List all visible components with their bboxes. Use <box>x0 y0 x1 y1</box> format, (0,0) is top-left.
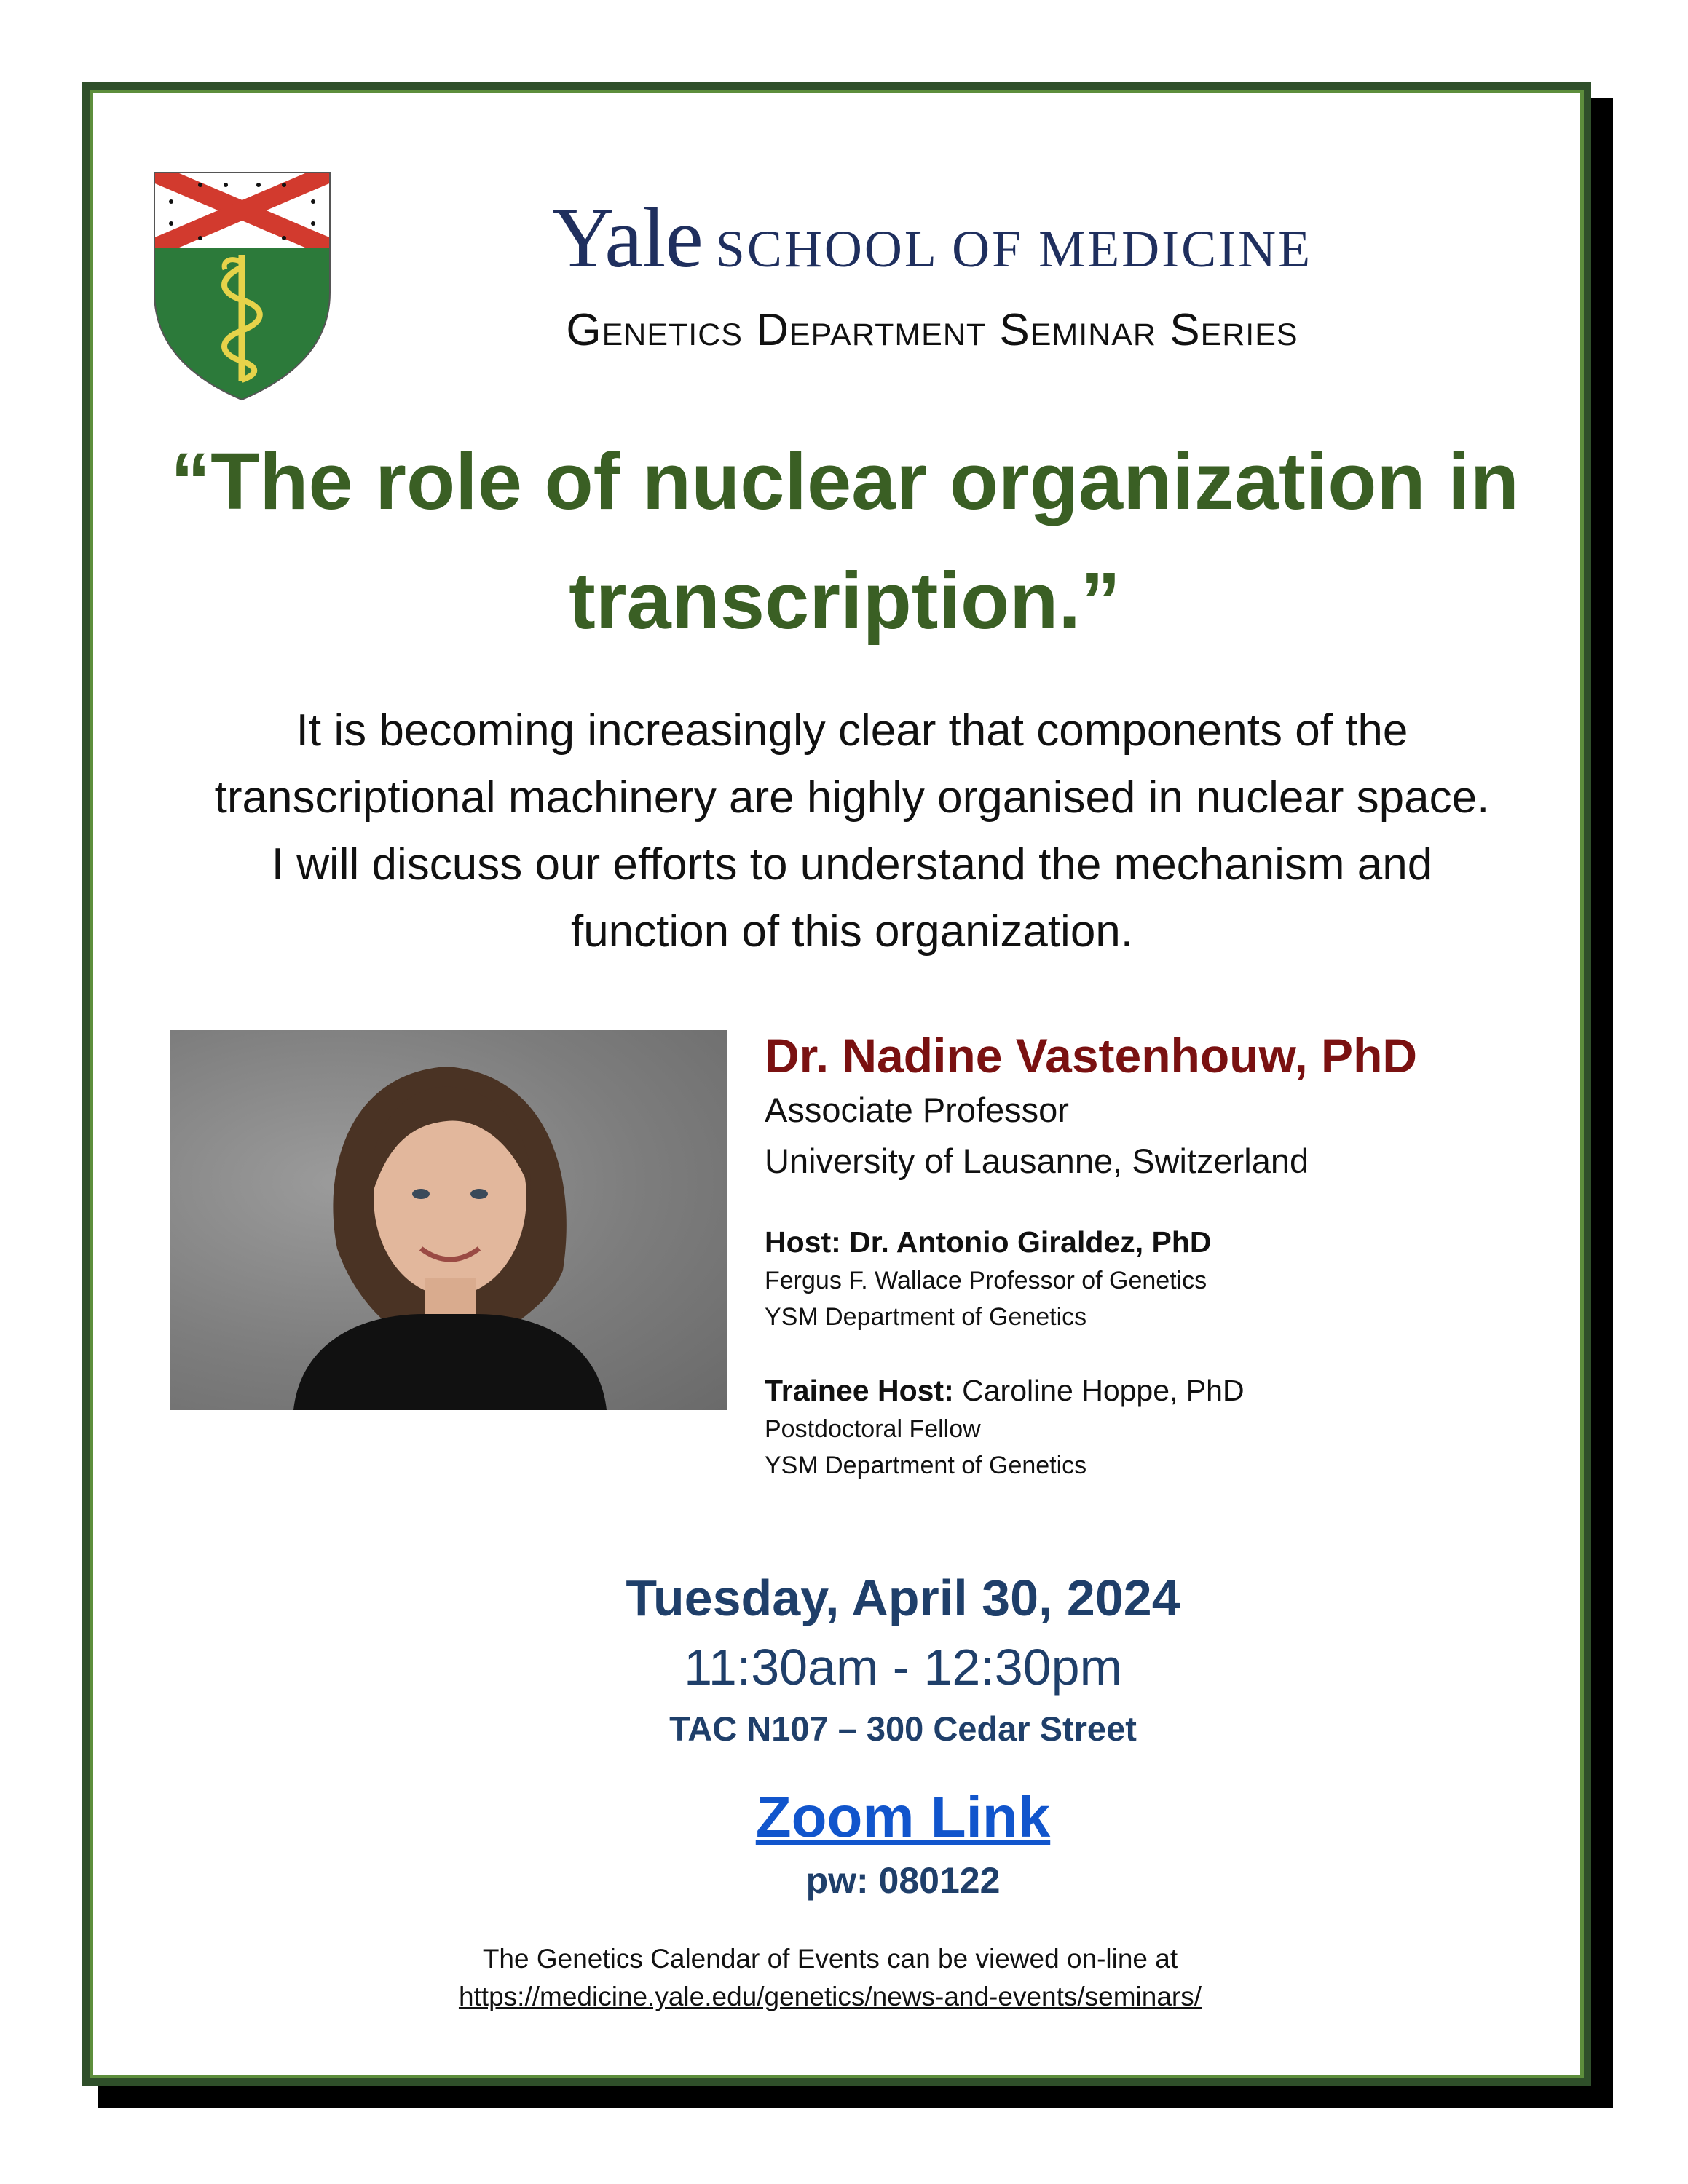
trainee-host-department: YSM Department of Genetics <box>765 1452 1087 1479</box>
event-time: 11:30am - 12:30pm <box>684 1639 1122 1696</box>
event-details <box>437 1565 1369 1907</box>
host-heading <box>765 1222 1551 1262</box>
brand-school: SCHOOL OF MEDICINE <box>715 220 1313 278</box>
yale-medicine-logo <box>437 190 1427 285</box>
seminar-abstract: It is becoming increasingly clear that components of the transcriptional machinery are highly organised in nuclear space. I will discuss our efforts to understand the mechanism and function of this organization. <box>214 705 1490 957</box>
event-date: Tuesday, April 30, 2024 <box>626 1570 1180 1626</box>
yale-crest-icon <box>149 169 335 402</box>
seminar-series-title: Genetics Department Seminar Series <box>566 305 1298 355</box>
calendar-text: The Genetics Calendar of Events can be viewed on-line at <box>482 1944 1178 1974</box>
speaker-portrait-icon <box>170 1030 727 1410</box>
brand-yale: Yale <box>551 190 703 285</box>
zoom-password: pw: 080122 <box>805 1860 1001 1901</box>
calendar-url-link[interactable]: https://medicine.yale.edu/genetics/news-and-events/seminars/ <box>458 1982 1202 2011</box>
speaker-institution: University of Lausanne, Switzerland <box>765 1142 1309 1180</box>
event-location: TAC N107 – 300 Cedar Street <box>669 1709 1137 1748</box>
host-department: YSM Department of Genetics <box>765 1303 1087 1331</box>
trainee-host-title: Postdoctoral Fellow <box>765 1415 981 1443</box>
speaker-name: Dr. Nadine Vastenhouw, PhD <box>765 1029 1418 1083</box>
trainee-host-name: Caroline Hoppe, PhD <box>953 1374 1245 1407</box>
trainee-host-label: Trainee Host: <box>765 1374 954 1407</box>
trainee-host-heading <box>765 1370 1551 1411</box>
seminar-title: “The role of nuclear organization in transcription.” <box>170 437 1519 646</box>
zoom-link[interactable]: Zoom Link <box>755 1784 1051 1849</box>
speaker-position: Associate Professor <box>765 1091 1069 1129</box>
calendar-note <box>291 1940 1369 2016</box>
host-title: Fergus F. Wallace Professor of Genetics <box>765 1267 1207 1294</box>
host-label: Host: Dr. Antonio Giraldez, PhD <box>765 1225 1212 1259</box>
speaker-photo <box>170 1030 727 1410</box>
speaker-info <box>765 1026 1551 1484</box>
